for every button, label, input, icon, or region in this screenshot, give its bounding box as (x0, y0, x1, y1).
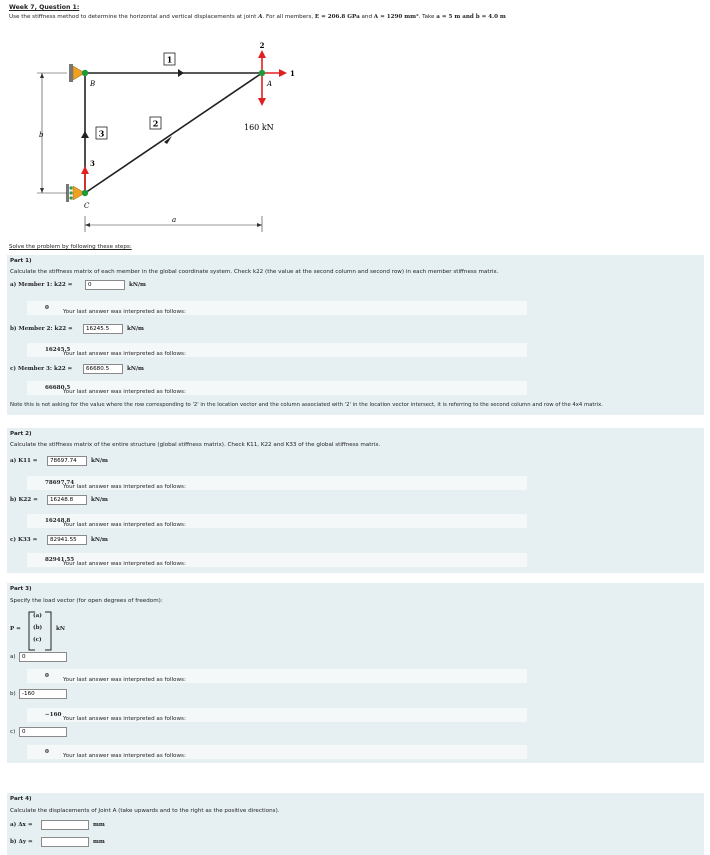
member-3-k22-input[interactable] (83, 364, 123, 374)
global-k33-input[interactable] (47, 535, 87, 545)
wall-b (69, 64, 73, 82)
part-1-b-feedback: Your last answer was interpreted as follows: 16245.5 (27, 343, 527, 357)
load-a-input[interactable] (19, 652, 67, 662)
part-4-b-unit: mm (93, 839, 105, 845)
part-1-b-label: b) Member 2: k22 = (10, 326, 73, 332)
part-4-title: Part 4) (10, 796, 32, 802)
truss-figure (30, 38, 330, 248)
part-1-a-feedback: Your last answer was interpreted as follows: 0 (27, 301, 527, 315)
member-2-line (85, 73, 262, 193)
part-2-c-feedback: Your last answer was interpreted as follows: 82941.55 (27, 553, 527, 567)
part-2-a-label: a) K11 = (10, 458, 38, 464)
node-c (82, 190, 88, 196)
dim-b-arrow-top (40, 73, 44, 78)
dof-3-label: 3 (90, 159, 95, 168)
delta-y-input[interactable] (41, 837, 89, 847)
part-2-panel (7, 428, 704, 573)
right-bracket (43, 611, 53, 651)
member-3-label: 3 (98, 128, 105, 139)
member-3-arrow (81, 131, 89, 138)
load-vector-label: P = (10, 626, 21, 632)
node-a (259, 70, 265, 76)
vector-entry-b: (b) (33, 625, 43, 631)
load-b-input[interactable] (19, 689, 67, 699)
roller-3 (69, 196, 72, 199)
load-arrowhead (258, 98, 266, 106)
part-3-c-label: c) (10, 729, 16, 735)
part-1-note: Note this is not asking for the value where the row corresponding to '2' in the location vector and the column associated with '2' in the location vector intersect, it is referring to the second column and row of the 4x4 matrix. (10, 402, 603, 408)
member-1-arrow (178, 69, 184, 77)
part-1-a-label: a) Member 1: k22 = (10, 282, 73, 288)
roller-1 (69, 186, 72, 189)
question-intro: Use the stiffness method to determine the horizontal and vertical displacements at joint A. For all members, E = 206.8 GPa and A = 1290 mm². Take a = 5 m and b = 4.0 m (9, 14, 506, 20)
label-c: C (84, 202, 90, 210)
part-1-c-unit: kN/m (127, 366, 144, 372)
part-1-b-unit: kN/m (127, 326, 144, 332)
part-1-title: Part 1) (10, 258, 32, 264)
part-3-a-label: a) (10, 654, 16, 660)
dof-1-label: 1 (290, 69, 295, 78)
dim-b-label: b (39, 131, 44, 139)
part-3-desc: Specify the load vector (for open degrees of freedom): (10, 598, 163, 604)
part-1-panel (7, 255, 704, 415)
part-1-desc: Calculate the stiffness matrix of each member in the global coordinate system. Check k22 (the value at the second column and second row) in each member stiffness matrix. (10, 269, 499, 275)
dim-a-arrow-right (257, 223, 262, 227)
delta-x-input[interactable] (41, 820, 89, 830)
part-1-c-feedback: Your last answer was interpreted as follows: 66680.5 (27, 381, 527, 395)
part-2-c-label: c) K33 = (10, 537, 38, 543)
part-3-c-feedback: Your last answer was interpreted as follows: 0 (27, 745, 527, 759)
roller-2 (69, 191, 72, 194)
vector-entry-c: (c) (33, 637, 42, 643)
part-2-desc: Calculate the stiffness matrix of the entire structure (global stiffness matrix). Check K11, K22 and K33 of the global stiffness matrix. (10, 442, 381, 448)
part-2-a-feedback: Your last answer was interpreted as follows: 78697.74 (27, 476, 527, 490)
part-4-a-unit: mm (93, 822, 105, 828)
part-2-b-label: b) K22 = (10, 497, 38, 503)
load-label: 160 kN (244, 123, 274, 132)
load-c-input[interactable] (19, 727, 67, 737)
part-1-a-unit: kN/m (129, 282, 146, 288)
member-1-label: 1 (166, 54, 173, 65)
node-b (82, 70, 88, 76)
part-3-b-label: b) (10, 691, 16, 697)
instructions: Solve the problem by following these steps: (9, 244, 132, 250)
part-2-b-feedback: Your last answer was interpreted as follows: 16248.8 (27, 514, 527, 528)
part-2-a-unit: kN/m (91, 458, 108, 464)
dof-3-arrowhead (81, 166, 89, 174)
part-2-b-unit: kN/m (91, 497, 108, 503)
part-3-panel (7, 583, 704, 763)
part-1-c-label: c) Member 3: k22 = (10, 366, 73, 372)
dim-a-label: a (172, 216, 177, 224)
label-a: A (267, 80, 273, 88)
part-2-title: Part 2) (10, 431, 32, 437)
global-k11-input[interactable] (47, 456, 87, 466)
member-2-label: 2 (152, 118, 159, 129)
dof-2-arrowhead (258, 50, 266, 58)
member-1-k22-input[interactable] (85, 280, 125, 290)
part-3-a-feedback: Your last answer was interpreted as follows: 0 (27, 669, 527, 683)
part-2-c-unit: kN/m (91, 537, 108, 543)
question-title: Week 7, Question 1: (9, 4, 80, 11)
part-3-title: Part 3) (10, 586, 32, 592)
part-4-a-label: a) Δx = (10, 822, 33, 828)
load-vector-unit: kN (56, 626, 65, 632)
member-2-k22-input[interactable] (83, 324, 123, 334)
dof-1-arrowhead (279, 69, 287, 77)
part-4-desc: Calculate the displacements of Joint A (take upwards and to the right as the positive directions). (10, 808, 280, 814)
dim-a-arrow-left (85, 223, 90, 227)
global-k22-input[interactable] (47, 495, 87, 505)
dof-2-label: 2 (259, 41, 265, 50)
vector-entry-a: (a) (33, 613, 42, 619)
part-4-panel (7, 793, 704, 855)
part-3-b-feedback: Your last answer was interpreted as follows: −160 (27, 708, 527, 722)
label-b: B (90, 80, 96, 88)
dim-b-arrow-bottom (40, 188, 44, 193)
part-4-b-label: b) Δy = (10, 839, 33, 845)
